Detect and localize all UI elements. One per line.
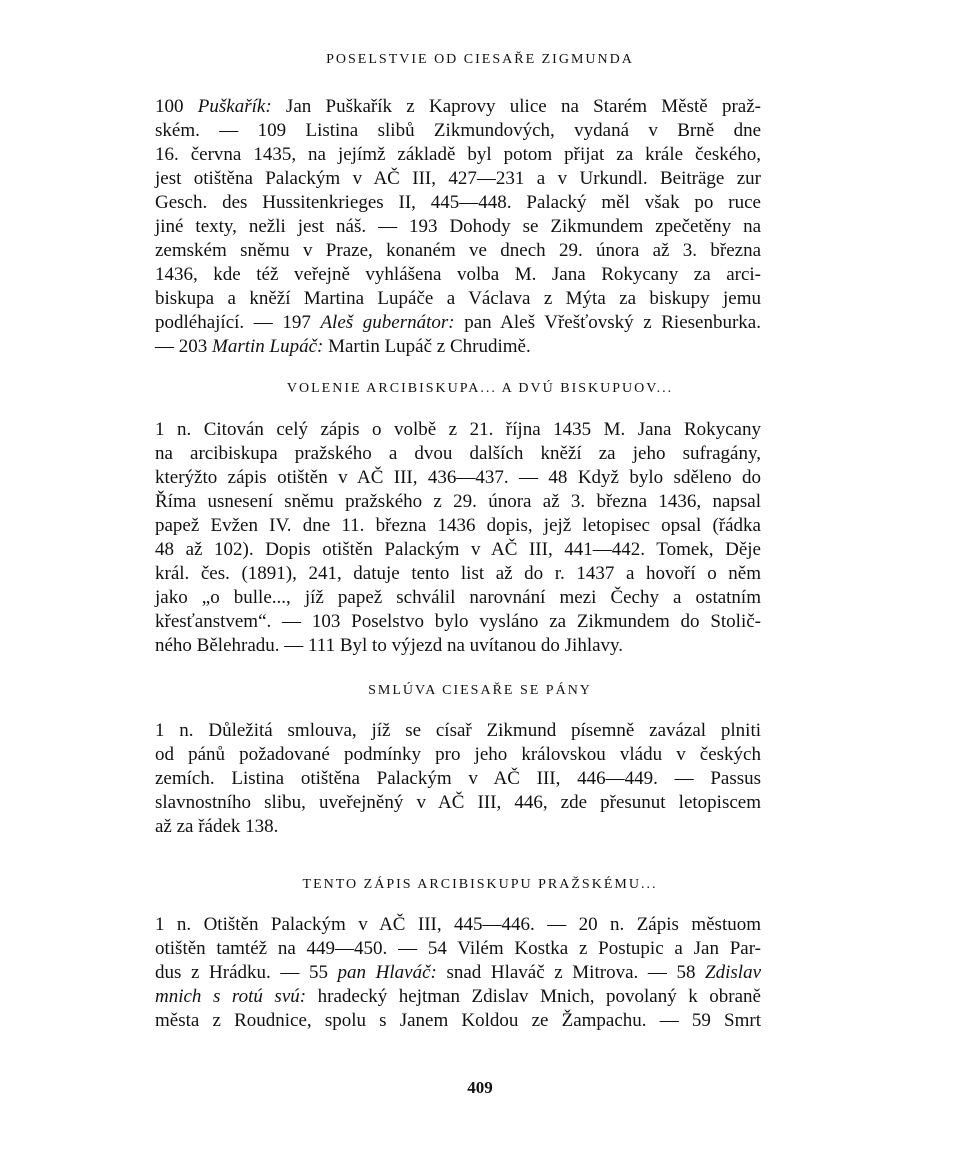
- text-line: Gesch. des Hussitenkrieges II, 445—448. Palacký měl však po ruce: [155, 192, 761, 213]
- text-line: slavnostního slibu, uveřejněný v AČ III, 446, zde přesunut letopiscem: [155, 792, 761, 813]
- text-line: od pánů požadované podmínky pro jeho královskou vládu v českých: [155, 744, 761, 765]
- text-line: města z Roudnice, spolu s Janem Koldou ze Žampachu. — 59 Smrt: [155, 1010, 761, 1031]
- text-line: ného Bělehradu. — 111 Byl to výjezd na uvítanou do Jihlavy.: [155, 635, 624, 656]
- section-heading-smluva: SMLÚVA CIESAŘE SE PÁNY: [368, 683, 592, 698]
- text-line: král. čes. (1891), 241, datuje tento list až do r. 1437 a hovoří o něm: [155, 563, 761, 584]
- text-line: 1436, kde též veřejně vyhlášena volba M. Jana Rokycany za arci-: [155, 264, 761, 285]
- text-line: zemích. Listina otištěna Palackým v AČ III, 446—449. — Passus: [155, 768, 761, 789]
- text-line: 1 n. Otištěn Palackým v AČ III, 445—446. — 20 n. Zápis městuom: [155, 914, 761, 935]
- text-line: kterýžto zápis otištěn v AČ III, 436—437. — 48 Když bylo sděleno do: [155, 467, 761, 488]
- text-line: papež Evžen IV. dne 11. března 1436 dopis, jejž letopisec opsal (řádka: [155, 515, 761, 536]
- text-line: 1 n. Důležitá smlouva, jíž se císař Zikmund písemně zavázal plniti: [155, 720, 761, 741]
- text-line: zemském sněmu v Praze, konaném ve dnech 29. února až 3. března: [155, 240, 761, 261]
- text-line: mnich s rotú svú: hradecký hejtman Zdislav Mnich, povolaný k obraně: [155, 986, 761, 1007]
- text-line: dus z Hrádku. — 55 pan Hlaváč: snad Hlaváč z Mitrova. — 58 Zdislav: [155, 962, 761, 983]
- text-line: jako „o bulle..., jíž papež schválil narovnání mezi Čechy a ostatním: [155, 587, 761, 608]
- text-line: až za řádek 138.: [155, 816, 279, 837]
- notes-section-1: [155, 95, 761, 359]
- text-line: 48 až 102). Dopis otištěn Palackým v AČ III, 441—442. Tomek, Děje: [155, 539, 761, 560]
- text-line: podléhající. — 197 Aleš gubernátor: pan Aleš Vřešťovský z Riesenburka.: [155, 312, 761, 333]
- text-line: ském. — 109 Listina slibů Zikmundových, vydaná v Brně dne: [155, 120, 761, 141]
- section-heading-tento-zapis: TENTO ZÁPIS ARCIBISKUPU PRAŽSKÉMU...: [302, 877, 658, 892]
- text-line: 1 n. Citován celý zápis o volbě z 21. října 1435 M. Jana Rokycany: [155, 419, 761, 440]
- section-heading-volenie: VOLENIE ARCIBISKUPA... A DVÚ BISKUPUOV...: [286, 381, 674, 396]
- text-line: 16. června 1435, na jejímž základě byl potom přijat za krále českého,: [155, 144, 761, 165]
- notes-section-4: [155, 913, 761, 1033]
- text-line: na arcibiskupa pražského a dvou dalších kněží za jeho sufragány,: [155, 443, 761, 464]
- text-line: Říma usnesení sněmu pražského z 29. února až 3. března 1436, napsal: [155, 491, 761, 512]
- text-line: jest otištěna Palackým v AČ III, 427—231 a v Urkundl. Beiträge zur: [155, 168, 761, 189]
- notes-section-3: [155, 719, 761, 839]
- text-line: — 203 Martin Lupáč: Martin Lupáč z Chrudimě.: [155, 336, 531, 357]
- running-head: POSELSTVIE OD CIESAŘE ZIGMUNDA: [326, 52, 634, 67]
- page-number: 409: [467, 1078, 493, 1097]
- text-line: 100 Puškařík: Jan Puškařík z Kaprovy ulice na Starém Městě praž-: [155, 96, 762, 117]
- text-line: otištěn tamtéž na 449—450. — 54 Vilém Kostka z Postupic a Jan Par-: [155, 938, 761, 959]
- text-line: křesťanstvem“. — 103 Poselstvo bylo vysláno za Zikmundem do Stolič-: [155, 611, 761, 632]
- text-line: jiné texty, nežli jest náš. — 193 Dohody se Zikmundem zpečetěny na: [155, 216, 761, 237]
- text-line: biskupa a kněží Martina Lupáče a Václava z Mýta za biskupy jemu: [155, 288, 761, 309]
- notes-section-2: [155, 418, 761, 658]
